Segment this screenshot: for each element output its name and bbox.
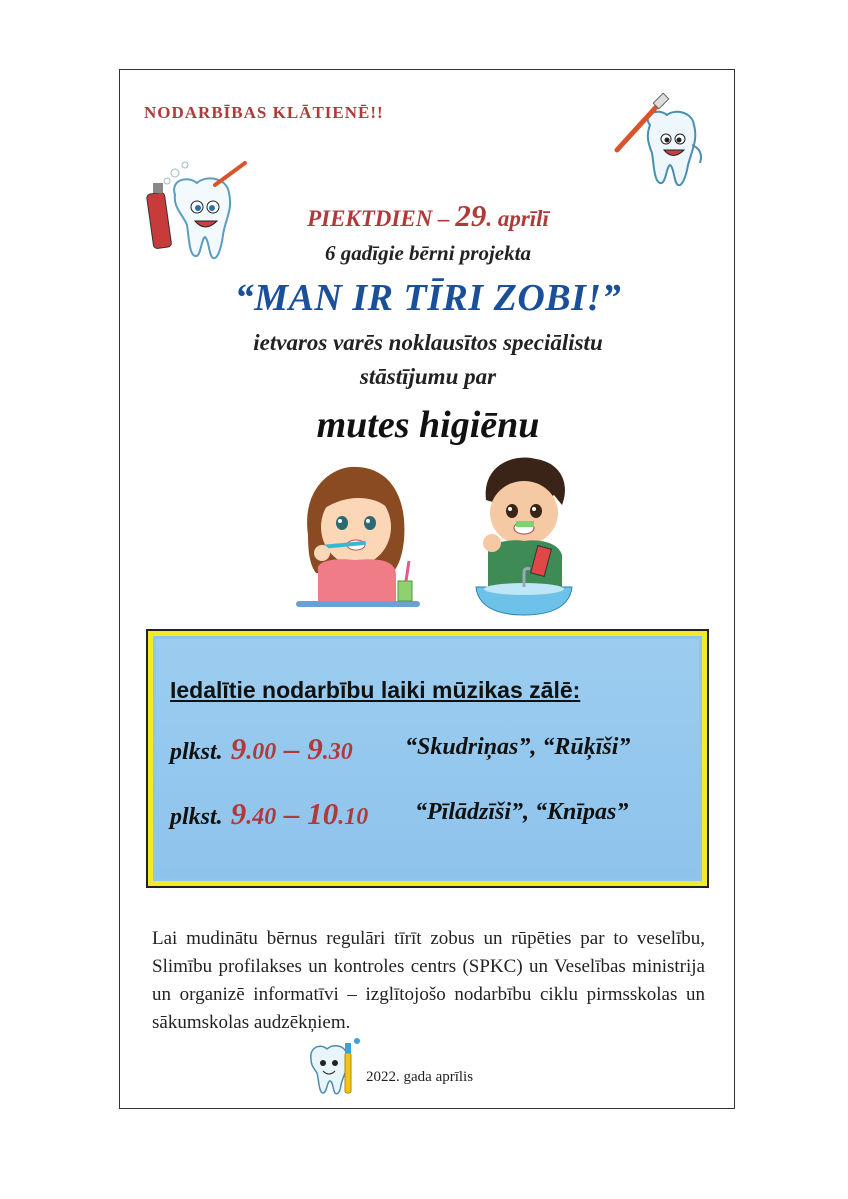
event-date-line	[120, 198, 736, 234]
info-paragraph: Lai mudinātu bērnus regulāri tīrīt zobus un rūpēties par to veselību, Slimību profilakses un kontroles centrs (SPKC) un Veselības ministrija un organizē informatīvi – izglītojošo nodarbību ciklu pirmsskolas un sākumskolas audzēkņiem.	[152, 928, 705, 1033]
event-day-number: 29	[455, 198, 487, 233]
schedule-row-prefix: plkst.	[170, 739, 223, 765]
time-separator: –	[276, 731, 308, 766]
event-month: . aprīlī	[486, 206, 549, 231]
schedule-groups: “Skudriņas”, “Rūķīši”	[405, 734, 631, 760]
event-description-line2: stāstījumu par	[359, 364, 497, 389]
time-start-minutes: .00	[246, 739, 277, 765]
time-start-hour: 9	[230, 796, 247, 831]
schedule-time	[231, 731, 353, 766]
time-start-minutes: .40	[246, 804, 277, 830]
schedule-row	[170, 731, 631, 767]
time-end-hour: 10	[307, 796, 339, 831]
tooth-mascot-small-icon	[305, 1035, 365, 1097]
girl-brushing-illustration	[296, 465, 421, 610]
schedule-time	[231, 796, 369, 831]
time-end-hour: 9	[307, 731, 323, 766]
event-day: PIEKTDIEN –	[307, 206, 456, 231]
project-title: “MAN IR TĪRI ZOBI!”	[234, 277, 622, 319]
time-separator: –	[276, 796, 308, 831]
event-topic: mutes higiēnu	[316, 404, 540, 446]
event-description-line1: ietvaros varēs noklausītos speciālistu	[253, 330, 603, 355]
boy-brushing-illustration	[474, 455, 574, 620]
schedule-box	[146, 629, 709, 888]
notice-heading: NODARBĪBAS KLĀTIENĒ!!	[144, 103, 384, 122]
schedule-row	[170, 796, 629, 832]
tooth-mascot-toothbrush-icon	[612, 95, 712, 195]
schedule-title: Iedalītie nodarbību laiki mūzikas zālē:	[170, 677, 581, 703]
schedule-groups: “Pīlādzīši”, “Knīpas”	[415, 799, 629, 825]
time-end-minutes: .30	[322, 739, 353, 765]
time-start-hour: 9	[230, 731, 247, 766]
schedule-row-prefix: plkst.	[170, 804, 223, 830]
document-date: 2022. gada aprīlis	[366, 1069, 474, 1085]
time-end-minutes: .10	[338, 804, 369, 830]
event-audience: 6 gadīgie bērni projekta	[325, 241, 531, 265]
